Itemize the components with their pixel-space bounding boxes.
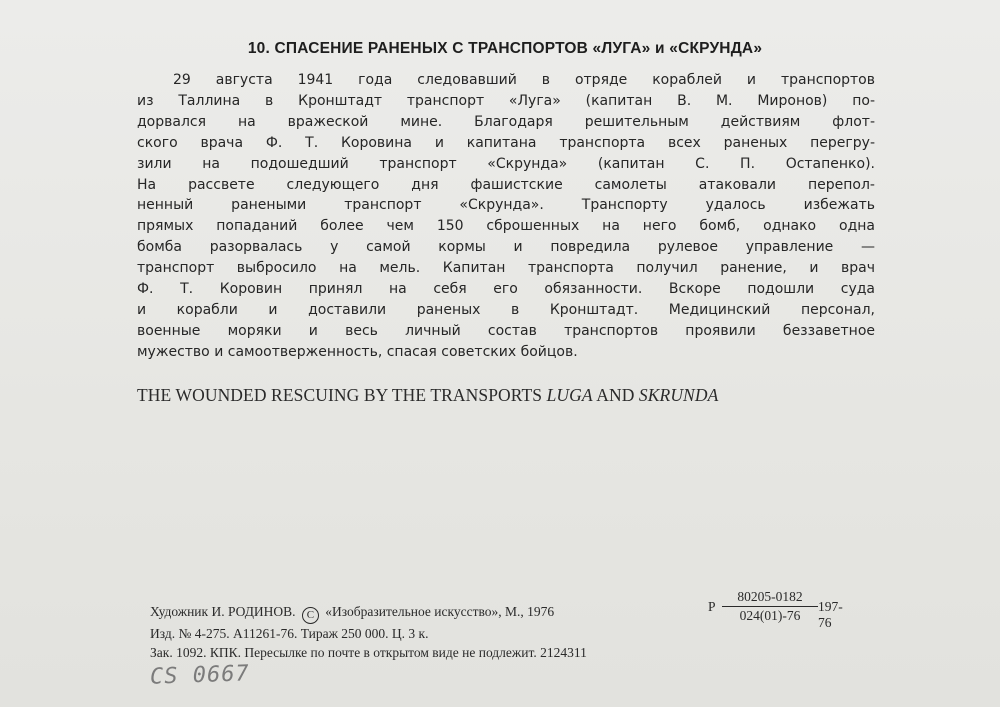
index-suffix: 197-76 [818, 599, 843, 630]
imprint-line-2: Изд. № 4-275. А11261-76. Тираж 250 000. Ц. 3 к. [150, 626, 429, 641]
description-line: ненный ранеными транспорт «Скрунда». Транспорту удалось избежать [137, 197, 875, 214]
description-line: прямых попаданий более чем 150 сброшенных на него бомб, однако одна [137, 218, 875, 235]
publisher-imprint [150, 602, 587, 662]
index-letter: Р [708, 599, 716, 614]
description-line: из Таллина в Кронштадт транспорт «Луга» (капитан В. М. Миронов) по- [137, 92, 875, 109]
index-numerator: 80205-0182 [722, 589, 818, 607]
publisher-credit: «Изобразительное искусство», М., 1976 [325, 604, 555, 619]
card-title: 10. СПАСЕНИЕ РАНЕНЫХ С ТРАНСПОРТОВ «ЛУГА» и «СКРУНДА» [247, 40, 763, 57]
description-line: дорвался на вражеской мине. Благодаря решительным действиям флот- [137, 113, 875, 130]
description-line: зили на подошедший транспорт «Скрунда» (капитан С. П. Остапенко). [137, 155, 875, 172]
description-line: мужество и самоотверженность, спасая советских бойцов. [137, 343, 578, 360]
index-denominator: 024(01)-76 [739, 608, 801, 623]
english-title [137, 385, 718, 406]
handwritten-catalog-mark: CS 0667 [149, 661, 251, 690]
description-text [137, 70, 875, 363]
description-line: военные моряки и весь личный состав транспортов проявили беззаветное [137, 322, 875, 339]
description-line: ского врача Ф. Т. Коровина и капитана транспорта всех раненых перегру- [137, 134, 875, 151]
description-line: Ф. Т. Коровин принял на себя его обязанности. Вскоре подошли суда [137, 281, 875, 298]
english-title-and: AND [592, 385, 639, 405]
imprint-line-3: Зак. 1092. КПК. Пересылке по почте в открытом виде не подлежит. 2124311 [150, 645, 587, 660]
description-line: На рассвете следующего дня фашистские самолеты атаковали перепол- [137, 176, 875, 193]
description-line: и корабли и доставили раненых в Кронштадт. Медицинский персонал, [137, 301, 875, 318]
english-title-luga: LUGA [546, 385, 593, 405]
english-title-skrunda: SKRUNDA [638, 385, 719, 405]
description-line: 29 августа 1941 года следовавший в отряде кораблей и транспортов [173, 72, 875, 88]
artist-credit: Художник И. РОДИНОВ. [150, 604, 296, 619]
description-line: транспорт выбросило на мель. Капитан транспорта получил ранение, и врач [137, 260, 875, 277]
copyright-icon: C [302, 607, 319, 624]
description-line: бомба разорвалась у самой кормы и повредила рулевое управление — [137, 239, 875, 256]
index-fraction [722, 589, 818, 624]
imprint-line-1 [150, 602, 587, 624]
english-title-prefix: THE WOUNDED RESCUING BY THE TRANSPORTS [137, 385, 547, 405]
